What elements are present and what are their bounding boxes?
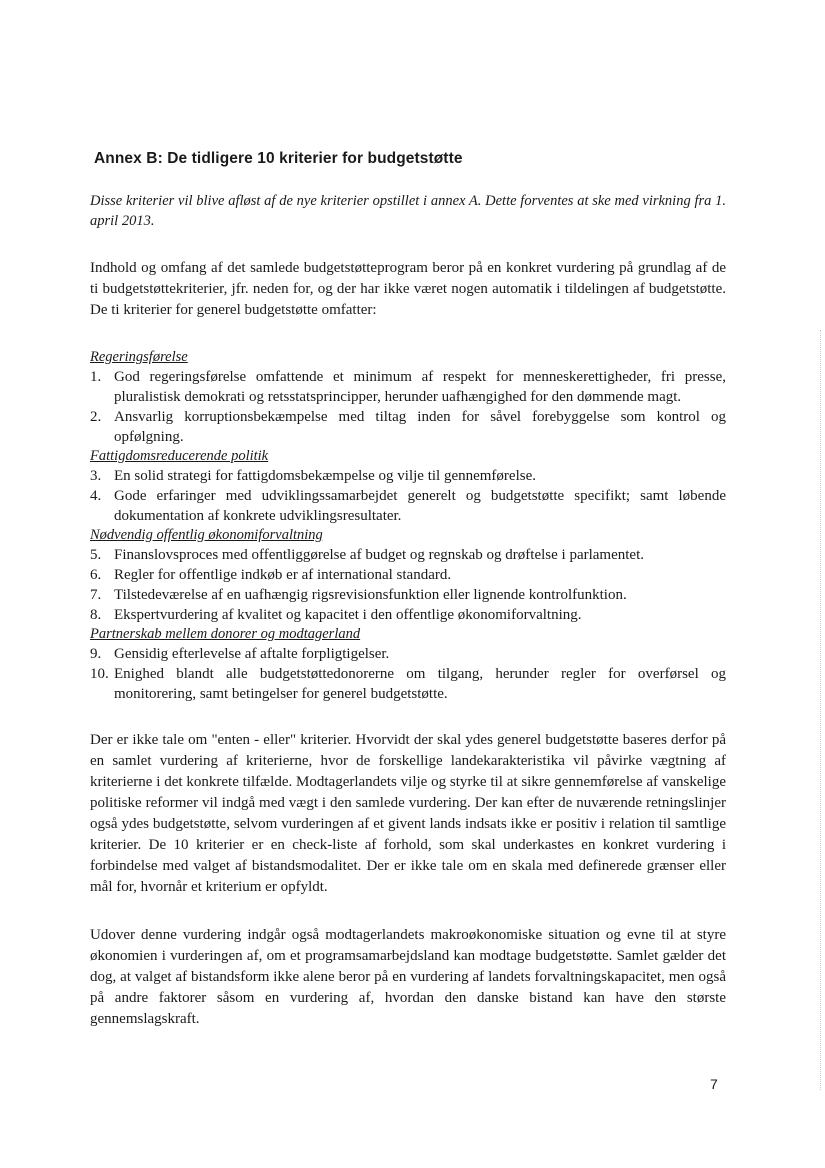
criterion-text: Ekspertvurdering af kvalitet og kapacitet i den offentlige økonomiforvaltning. [114,607,582,623]
criterion-number: 1. [90,369,102,385]
criterion-text: Enighed blandt alle budgetstøttedonorerne om tilgang, herunder regler for overførsel og monitorering, samt betingelser for generel budgetstøtte. [114,666,726,702]
section-list-partnerskab [90,644,726,704]
criterion-text: Tilstedeværelse af en uafhængig rigsrevisionsfunktion eller lignende kontrolfunktion. [114,587,627,603]
criterion-item [90,545,726,565]
criterion-item [90,466,726,486]
criterion-number: 4. [90,488,102,504]
paragraph-macroeconomy: Udover denne vurdering indgår også modtagerlandets makroøkonomiske situation og evne til at styre økonomien i vurderingen af, om et programsamarbejdsland kan modtage budgetstøtte. Samlet gælder det dog, at valget af bistandsform ikke alene beror på en vurdering af landets forvaltningskapacitet, men også på andre faktorer såsom en vurdering af, hvordan den danske bistand kan have den største gennemslagskraft. [90,927,726,1027]
criterion-text: Gensidig efterlevelse af aftalte forpligtigelser. [114,646,390,662]
criterion-number: 5. [90,547,102,563]
criterion-text: En solid strategi for fattigdomsbekæmpelse og vilje til gennemførelse. [114,468,536,484]
intro-note: Disse kriterier vil blive afløst af de nye kriterier opstillet i annex A. Dette forventes at ske med virkning fra 1. april 2013. [90,193,726,229]
page-content [90,150,726,1030]
criterion-text: Finanslovsproces med offentliggørelse af budget og regnskab og drøftelse i parlamentet. [114,547,644,563]
page-number: 7 [710,1076,718,1092]
page-title: Annex B: De tidligere 10 kriterier for budgetstøtte [94,150,463,167]
section-list-fattigdom [90,466,726,526]
section-heading-okonomiforvaltning: Nødvendig offentlig økonomiforvaltning [90,527,323,543]
section-list-okonomiforvaltning [90,545,726,625]
criterion-item [90,605,726,625]
criterion-text: Ansvarlig korruptionsbekæmpelse med tiltag inden for såvel forebyggelse som kontrol og opfølgning. [114,409,726,445]
paragraph-intro: Indhold og omfang af det samlede budgetstøtteprogram beror på en konkret vurdering på grundlag af de ti budgetstøttekriterier, jfr. neden for, og der har ikke været nogen automatik i tildelingen af budgetstøtte. De ti kriterier for generel budgetstøtte omfatter: [90,260,726,318]
criterion-number: 2. [90,409,102,425]
criterion-number: 9. [90,646,102,662]
criterion-number: 6. [90,567,102,583]
criterion-item [90,644,726,664]
criterion-text: Regler for offentlige indkøb er af international standard. [114,567,452,583]
section-heading-regeringsforelse: Regeringsførelse [90,349,188,365]
criterion-item [90,664,726,704]
criterion-number: 3. [90,468,102,484]
criteria-list [90,348,726,704]
criterion-item [90,407,726,447]
criterion-text: Gode erfaringer med udviklingssamarbejdet generelt og budgetstøtte specifikt; samt løbende dokumentation af konkrete udviklingsresultater. [114,488,726,524]
section-list-regeringsforelse [90,367,726,447]
criterion-item [90,585,726,605]
criterion-text: God regeringsførelse omfattende et minimum af respekt for menneskerettigheder, fri presse, pluralistisk demokrati og retsstatsprincipper, herunder uafhængighed for den dømmende magt. [114,369,726,405]
section-heading-fattigdom: Fattigdomsreducerende politik [90,448,269,464]
criterion-number: 7. [90,587,102,603]
criterion-number: 10. [90,666,109,682]
criterion-item [90,367,726,407]
section-heading-partnerskab: Partnerskab mellem donorer og modtagerland [90,626,361,642]
criterion-item [90,486,726,526]
criterion-number: 8. [90,607,102,623]
criterion-item [90,565,726,585]
paragraph-assessment: Der er ikke tale om "enten - eller" kriterier. Hvorvidt der skal ydes generel budgetstøtte baseres derfor på en samlet vurdering af kriterierne, hvor de forskellige landekarakteristika vil påvirke vægtning af kriterierne i det konkrete tilfælde. Modtagerlandets vilje og styrke til at sikre gennemførelse af vanskelige politiske reformer vil indgå med vægt i den samlede vurdering. Der kan efter de nuværende retningslinjer også ydes budgetstøtte, selvom vurderingen af et givent lands indsats ikke er positiv i relation til samtlige kriterier. De 10 kriterier er en check-liste af forhold, som skal underkastes en konkret vurdering i forbindelse med valget af bistandsmodalitet. Der er ikke tale om en skala med definerede grænser eller mål for, hvornår et kriterium er opfyldt. [90,732,726,895]
scan-edge-line [819,330,821,1090]
